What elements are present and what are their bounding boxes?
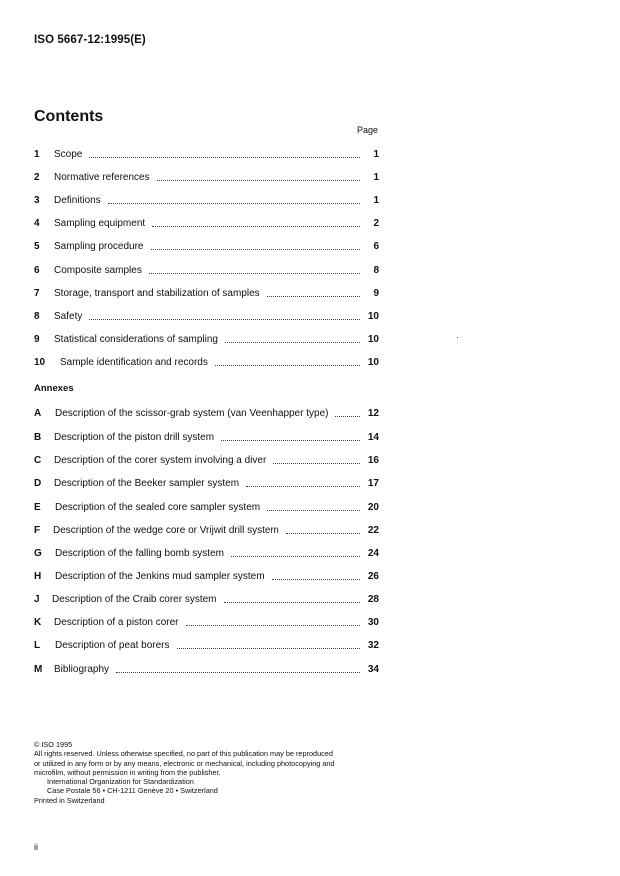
toc-entry-label: Description of the Jenkins mud sampler system <box>55 570 265 582</box>
dot-leader <box>89 318 360 320</box>
toc-entry-number: 9 <box>34 333 40 345</box>
toc-entry-page: 1 <box>373 171 379 183</box>
organization-address: Case Postale 56 • CH-1211 Genève 20 • Switzerland <box>47 786 218 796</box>
dot-leader <box>108 202 360 204</box>
toc-entry-page: 10 <box>367 356 379 368</box>
toc-entry[interactable] <box>34 453 379 467</box>
toc-entry-page: 1 <box>373 194 379 206</box>
dot-leader <box>335 415 360 417</box>
toc-entry-label: Description of the Craib corer system <box>52 593 217 605</box>
copyright-line: © ISO 1995 <box>34 740 73 749</box>
toc-entry-number: 2 <box>34 171 40 183</box>
toc-entry-label: Sample identification and records <box>60 356 208 368</box>
toc-entry-label: Bibliography <box>54 663 110 675</box>
toc-entry-label: Scope <box>54 148 83 160</box>
toc-entry-page: 8 <box>373 264 379 276</box>
toc-entry-page: 22 <box>367 524 379 536</box>
toc-entry-number: D <box>34 477 42 489</box>
toc-entry-number: H <box>34 570 42 582</box>
dot-leader <box>157 179 360 181</box>
toc-entry[interactable] <box>34 615 379 629</box>
toc-entry[interactable] <box>34 523 379 537</box>
toc-entry-page: 6 <box>373 240 379 252</box>
toc-entry-number: F <box>34 524 41 536</box>
toc-entry-page: 2 <box>373 217 379 229</box>
toc-entry[interactable] <box>34 500 379 514</box>
copyright-notice <box>34 740 384 805</box>
toc-entry[interactable] <box>34 286 379 300</box>
toc-entry-page: 1 <box>373 148 379 160</box>
copyright-text: or utilized in any form or by any means, electronic or mechanical, including photocopying and <box>34 758 335 768</box>
dot-leader <box>151 248 361 250</box>
toc-entry-number: M <box>34 663 43 675</box>
toc-entry[interactable] <box>34 263 379 277</box>
toc-entry-number: 5 <box>34 240 40 252</box>
toc-entry-label: Description of the Beeker sampler system <box>54 477 240 489</box>
toc-entry-label: Normative references <box>54 171 150 183</box>
toc-entry[interactable] <box>34 355 379 369</box>
toc-entry-number: J <box>34 593 40 605</box>
toc-entry-page: 26 <box>367 570 379 582</box>
organization-name: International Organization for Standardization <box>47 777 194 787</box>
page-number: ii <box>34 842 38 852</box>
toc-entry-page: 34 <box>367 663 379 675</box>
toc-entry[interactable] <box>34 309 379 323</box>
toc-entry[interactable] <box>34 638 379 652</box>
toc-entry-label: Composite samples <box>54 264 142 276</box>
scan-speck <box>457 337 458 338</box>
toc-entry[interactable] <box>34 592 379 606</box>
toc-entry-label: Sampling equipment <box>54 217 146 229</box>
copyright-text: All rights reserved. Unless otherwise specified, no part of this publication may be reproduced <box>34 749 333 759</box>
toc-entry-label: Storage, transport and stabilization of samples <box>54 287 260 299</box>
toc-entry-page: 32 <box>367 639 379 651</box>
toc-entry[interactable] <box>34 239 379 253</box>
dot-leader <box>149 272 360 274</box>
dot-leader <box>177 647 360 649</box>
toc-entry-label: Description of the falling bomb system <box>55 547 224 559</box>
toc-entry-number: G <box>34 547 42 559</box>
toc-entry-label: Safety <box>54 310 83 322</box>
toc-entry-number: A <box>34 407 42 419</box>
toc-entry[interactable] <box>34 430 379 444</box>
toc-entry-page: 28 <box>367 593 379 605</box>
toc-entry-page: 12 <box>367 407 379 419</box>
toc-entry-number: 7 <box>34 287 40 299</box>
toc-entry-page: 17 <box>367 477 379 489</box>
toc-entry-label: Description of a piston corer <box>54 616 179 628</box>
toc-entry-number: B <box>34 431 42 443</box>
toc-entry-page: 14 <box>367 431 379 443</box>
toc-entry-number: C <box>34 454 42 466</box>
toc-entry[interactable] <box>34 662 379 676</box>
toc-entry-label: Description of the wedge core or Vrijwit drill system <box>53 524 279 536</box>
header-code: ISO 5667-12:1995(E) <box>34 34 146 46</box>
printed-in: Printed in Switzerland <box>34 795 105 805</box>
toc-entry-number: 1 <box>34 148 40 160</box>
toc-entry[interactable] <box>34 476 379 490</box>
dot-leader <box>89 156 360 158</box>
dot-leader <box>152 225 360 227</box>
annexes-heading: Annexes <box>34 383 74 394</box>
toc-entry-number: 10 <box>34 356 46 368</box>
page-title: Contents <box>34 108 104 125</box>
toc-entry-page: 16 <box>367 454 379 466</box>
dot-leader <box>273 462 360 464</box>
dot-leader <box>286 532 360 534</box>
dot-leader <box>224 601 360 603</box>
copyright-text: microfilm, without permission in writing from the publisher. <box>34 767 221 777</box>
dot-leader <box>267 509 360 511</box>
toc-entry[interactable] <box>34 569 379 583</box>
toc-entry[interactable] <box>34 216 379 230</box>
toc-entry[interactable] <box>34 546 379 560</box>
toc-entry[interactable] <box>34 332 379 346</box>
toc-entry-page: 9 <box>373 287 379 299</box>
toc-entry[interactable] <box>34 406 379 420</box>
dot-leader <box>231 555 360 557</box>
toc-entry-label: Description of the piston drill system <box>54 431 215 443</box>
toc-entry-page: 10 <box>367 333 379 345</box>
dot-leader <box>272 578 360 580</box>
toc-entry-number: E <box>34 501 41 513</box>
toc-entry-label: Statistical considerations of sampling <box>54 333 218 345</box>
toc-entry-label: Description of the corer system involving a diver <box>54 454 267 466</box>
toc-entry-page: 24 <box>367 547 379 559</box>
dot-leader <box>116 671 360 673</box>
toc-entry-number: 6 <box>34 264 40 276</box>
toc-entry-number: 8 <box>34 310 40 322</box>
toc-entry-label: Description of the sealed core sampler system <box>55 501 261 513</box>
toc-entry[interactable] <box>34 147 379 161</box>
dot-leader <box>246 485 360 487</box>
toc-entry-number: L <box>34 639 41 651</box>
dot-leader <box>267 295 360 297</box>
toc-entry-page: 20 <box>367 501 379 513</box>
toc-entry-label: Description of peat borers <box>55 639 170 651</box>
dot-leader <box>215 364 360 366</box>
toc-entry-number: 4 <box>34 217 40 229</box>
page-column-label: Page <box>357 125 379 135</box>
toc-entry-label: Definitions <box>54 194 101 206</box>
dot-leader <box>221 439 360 441</box>
toc-entry-number: 3 <box>34 194 40 206</box>
toc-entry[interactable] <box>34 193 379 207</box>
toc-entry-page: 30 <box>367 616 379 628</box>
dot-leader <box>225 341 360 343</box>
toc-entry-label: Description of the scissor-grab system (van Veenhapper type) <box>55 407 329 419</box>
toc-entry-label: Sampling procedure <box>54 240 144 252</box>
toc-entry-page: 10 <box>367 310 379 322</box>
dot-leader <box>186 624 360 626</box>
toc-entry-number: K <box>34 616 42 628</box>
toc-entry[interactable] <box>34 170 379 184</box>
